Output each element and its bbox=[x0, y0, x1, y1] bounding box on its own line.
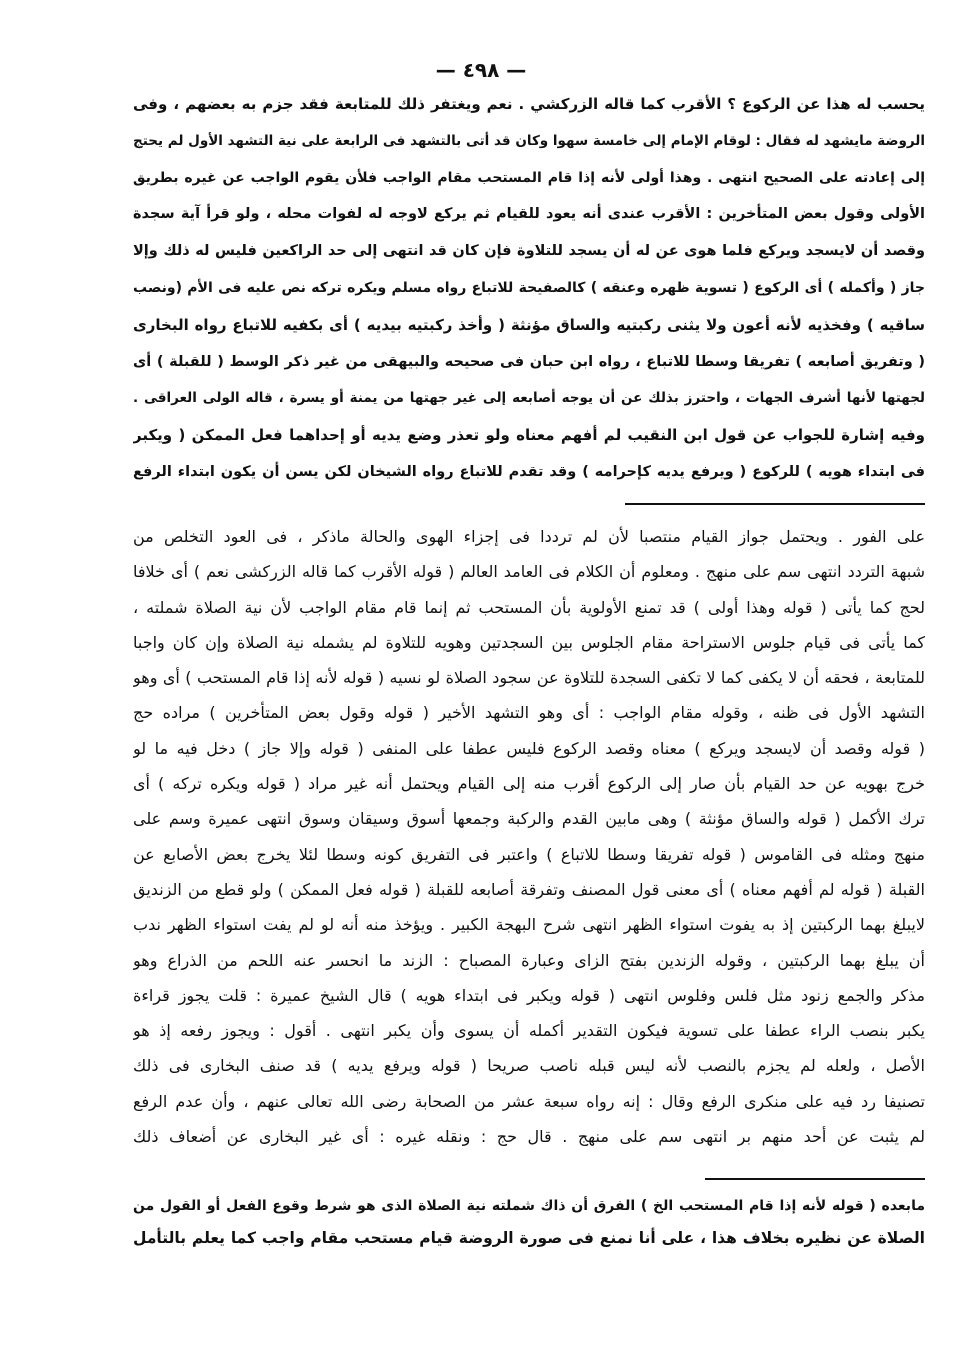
footnote-line: لحج كما يأتى ( قوله وهذا أولى ) قد تمنع الأولوية بأن المستحب ثم إنما قام مقام الواجب لأن نية الصلاة شملته ، bbox=[133, 597, 925, 617]
footnote-line: للمتابعة ، فحقه أن لا يكفى كما لا تكفى السجدة للتلاوة عن سجود الصلاة لو نسيه ( قوله لأنه إذا قام المستحب ) أى وهو bbox=[133, 668, 925, 688]
footnote-line: كما يأتى فى قيام جلوس الاستراحة مقام الجلوس بين السجدتين وهويه للتلاوة لم يشمله نية الصلاة وإن كان واجبا bbox=[133, 632, 925, 652]
footnote-separator bbox=[625, 503, 925, 505]
text-line: إلى إعادته على الصحيح انتهى . وهذا أولى لأنه إذا قام المستحب مقام الواجب فلأن يقوم الواجب عن غيره بطريق bbox=[133, 169, 925, 186]
footnote-line: منهج ومثله فى القاموس ( قوله تفريقا وسطا للاتباع ) واعتبر فى التفريق كونه وسطا لئلا يخرج بعض الأصابع عن bbox=[133, 844, 925, 864]
text-line: الروضة مايشهد له فقال : لوقام الإمام إلى خامسة سهوا وكان قد أتى بالتشهد فى الرابعة على نية التشهد الأول لم يحتج bbox=[133, 132, 925, 149]
footnote-line: يكبر بنصب الراء عطفا على تسوية فيكون التقدير أكمله أن يسوى وأن يكبر انتهى . أقول : ويجوز رفعه إذ هو bbox=[133, 1021, 925, 1041]
text-line: فى ابتداء هويه ) للركوع ( ويرفع يديه كإحرامه ) وقد تقدم للاتباع رواه الشيخان لكن يسن أن يكون ابتداء الرفع bbox=[133, 463, 925, 480]
footnote-line: الأصل ، ولعله لم يجزم بالنصب لأنه ليس قبله ناصب صريحا ( قوله ويرفع يديه ) قد صنف البخارى فى ذلك bbox=[133, 1056, 925, 1076]
footnote-line: أن يبلغ بهما الركبتين ، وقوله الزندين بفتح الزاى وعبارة المصباح : الزند ما انحسر عنه اللحم من الذراع وهو bbox=[133, 950, 925, 970]
text-line: وفيه إشارة للجواب عن قول ابن النقيب لم أفهم معناه ولو تعذر وضع يديه أو إحداهما فعل الممكن ( ويكبر bbox=[133, 426, 925, 445]
footnote-line: خرج بهويه عن حد القيام بأن صار إلى الركوع أقرب منه إلى القيام ويحتمل أنه غير مراد ( قوله ويكره تركه ) أى bbox=[133, 774, 925, 794]
text-line: ( وتفريق أصابعه ) تفريقا وسطا للاتباع ، رواه ابن حبان فى صحيحه والبيهقى من غير ذكر الوسط ( للقبلة ) أى bbox=[133, 353, 925, 370]
footnotes bbox=[133, 519, 925, 1154]
text-line: يحسب له هذا عن الركوع ؟ الأقرب كما قاله الزركشي . نعم ويغتفر ذلك للمتابعة فقد جزم به بعضهم ، وفى bbox=[133, 95, 925, 113]
footnote-line: ترك الأكمل ( قوله والساق مؤنثة ) وهى مابين القدم والركبة وجمعها أسوق وسيقان وسوق انتهى عميرة وسم على bbox=[133, 809, 925, 829]
footnote-line: لايبلغ بهما الركبتين إذ به يفوت استواء الظهر انتهى شرح البهجة الكبير . ويؤخذ منه أنه لو لم يفت استواء الظهر ندب bbox=[133, 915, 925, 935]
footnote-separator-2 bbox=[705, 1178, 925, 1180]
footnotes-continued bbox=[133, 1190, 925, 1254]
text-line: جاز ( وأكمله ) أى الركوع ( تسوية ظهره وعنقه ) كالصفيحة للاتباع رواه مسلم ويكره تركه نص عليه فى الأم (ونصب bbox=[133, 279, 925, 296]
text-line: الأولى وقول بعض المتأخرين : الأقرب عندى أنه يعود للقيام ثم يركع لاوجه له لفوات محله ، ولو قرأ آية سجدة bbox=[133, 206, 925, 223]
main-text bbox=[133, 86, 925, 491]
text-line: لجهتها لأنها أشرف الجهات ، واحترز بذلك عن أن يوجه أصابعه إلى غير جهتها من يمنة أو يسرة ، قاله الولى العراقى . bbox=[133, 390, 925, 407]
footnote-line: لم يثبت عن أحد منهم بر انتهى سم على منهج . قال حج : ونقله غيره : أى غير البخارى عن أضعاف ذلك bbox=[133, 1127, 925, 1147]
text-line: ساقيه ) وفخذيه لأنه أعون ولا يثنى ركبتيه والساق مؤنثة ( وأخذ ركبتيه بيديه ) أى بكفيه للاتباع رواه البخارى bbox=[133, 315, 925, 334]
footnote-line: مذكر والجمع زنود مثل فلس وفلوس انتهى ( قوله ويكبر فى ابتداء هويه ) قال الشيخ عميرة : قلت يجوز قراءة bbox=[133, 985, 925, 1005]
footnote-line: التشهد الأول فى ظنه ، وقوله مقام الواجب : أى وهو التشهد الأخير ( قوله وقول بعض المتأخرين ) مراده حج bbox=[133, 703, 925, 723]
footnote-line: شبهة التردد انتهى سم على منهج . ومعلوم أن الكلام فى العامد العالم ( قوله الأقرب كما قاله الزركشى نعم ) أى خلافا bbox=[133, 562, 925, 582]
footnote-line: الصلاة عن نظيره بخلاف هذا ، على أنا نمنع فى صورة الروضة قيام مستحب مقام واجب كما يعلم بالتأمل bbox=[133, 1229, 925, 1247]
footnote-line: ( قوله وقصد أن لايسجد ويركع ) معناه وقصد الركوع فليس عطفا على المنفى ( قوله وإلا جاز ) دخل فيه ما لو bbox=[133, 738, 925, 758]
text-line: وقصد أن لايسجد ويركع فلما هوى عن له أن يسجد للتلاوة فإن كان قد انتهى إلى حد الراكعين فليس له ذلك وإلا bbox=[133, 243, 925, 260]
footnote-line: مابعده ( قوله لأنه إذا قام المستحب الخ ) الفرق أن ذاك شملته نية الصلاة الذى هو شرط وقوع الفعل أو القول من bbox=[133, 1198, 925, 1214]
footnote-line: القبلة ( قوله لم أفهم معناه ) أى معنى قول المصنف وتفرقة أصابعه للقبلة ( قوله فعل الممكن ) ولو قطع من الزنديق bbox=[133, 879, 925, 899]
page-number: — ٤٩٨ — bbox=[435, 58, 527, 82]
footnote-line: على الفور . ويحتمل جواز القيام منتصبا لأن لم ترددا فى إجزاء الهوى والحالة ماذكر ، فى العود التخلص من bbox=[133, 527, 925, 546]
footnote-line: تصنيفا رد فيه على منكرى الرفع وقال : إنه رواه سبعة عشر من الصحابة رضى الله تعالى عنهم ، وأن عدم الرفع bbox=[133, 1091, 925, 1111]
